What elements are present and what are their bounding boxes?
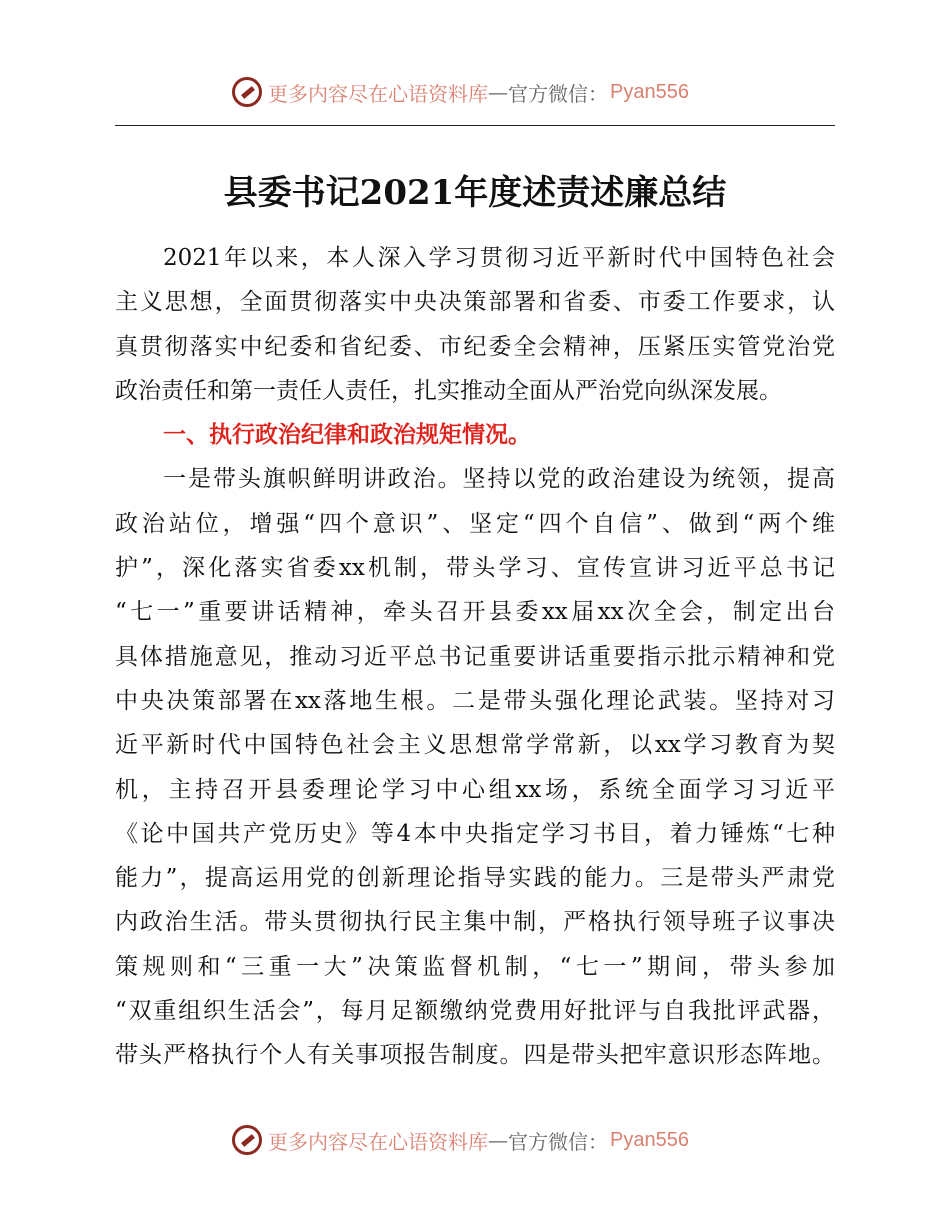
text-line: 具体措施意见，推动习近平总书记重要讲话重要指示批示精神和党 — [115, 643, 835, 670]
text-line: 一是带头旗帜鲜明讲政治。坚持以党的政治建设为统领，提高 — [163, 466, 835, 493]
watermark-id: Pyan556 — [610, 1128, 689, 1151]
text-line: 2021年以来，本人深入学习贯彻习近平新时代中国特色社会 — [163, 245, 835, 271]
watermark-dash: — — [488, 80, 508, 104]
document-title: 县委书记2021年度述责述廉总结 — [223, 173, 727, 213]
text-line: 内政治生活。带头贯彻执行民主集中制，严格执行领导班子议事决 — [115, 909, 835, 936]
header-rule — [115, 125, 835, 126]
pen-logo-icon — [232, 77, 262, 107]
header-watermark — [232, 75, 689, 109]
watermark-id: Pyan556 — [610, 80, 689, 103]
text-line: “双重组织生活会”，每月足额缴纳党费用好批评与自我批评武器， — [115, 998, 835, 1025]
footer-watermark — [232, 1123, 689, 1157]
text-line: 策规则和“三重一大”决策监督机制，“七一”期间，带头参加 — [115, 953, 835, 980]
text-line: 护”，深化落实省委xx机制，带头学习、宣传宣讲习近平总书记 — [115, 555, 835, 582]
text-line: 带头严格执行个人有关事项报告制度。四是带头把牢意识形态阵地。 — [115, 1042, 835, 1069]
watermark-gray-text: 官方微信： — [508, 1129, 608, 1154]
text-line: 政治责任和第一责任人责任，扎实推动全面从严治党向纵深发展。 — [115, 377, 782, 404]
text-line: 主义思想，全面贯彻落实中央决策部署和省委、市委工作要求，认 — [115, 289, 835, 316]
text-line: 《论中国共产党历史》等4本中央指定学习书目，着力锤炼“七种 — [115, 820, 835, 847]
section-heading: 一、执行政治纪律和政治规矩情况。 — [163, 422, 531, 449]
text-line: 政治站位，增强“四个意识”、坚定“四个自信”、做到“两个维 — [115, 510, 835, 537]
pen-logo-icon — [232, 1125, 262, 1155]
text-line: 中央决策部署在xx落地生根。二是带头强化理论武装。坚持对习 — [115, 687, 835, 714]
text-line: 真贯彻落实中纪委和省纪委、市纪委全会精神，压紧压实管党治党 — [115, 333, 835, 360]
watermark-red-text: 更多内容尽在心语资料库 — [268, 1129, 488, 1154]
watermark-red-text: 更多内容尽在心语资料库 — [268, 81, 488, 106]
watermark-dash: — — [488, 1128, 508, 1152]
text-line: 能力”，提高运用党的创新理论指导实践的能力。三是带头严肃党 — [115, 865, 835, 892]
text-line: 近平新时代中国特色社会主义思想常学常新，以xx学习教育为契 — [115, 732, 835, 759]
text-line: 机，主持召开县委理论学习中心组xx场，系统全面学习习近平 — [115, 776, 835, 803]
document-body — [115, 236, 835, 1078]
watermark-gray-text: 官方微信： — [508, 81, 608, 106]
text-line: “七一”重要讲话精神，牵头召开县委xx届xx次全会，制定出台 — [115, 599, 835, 626]
